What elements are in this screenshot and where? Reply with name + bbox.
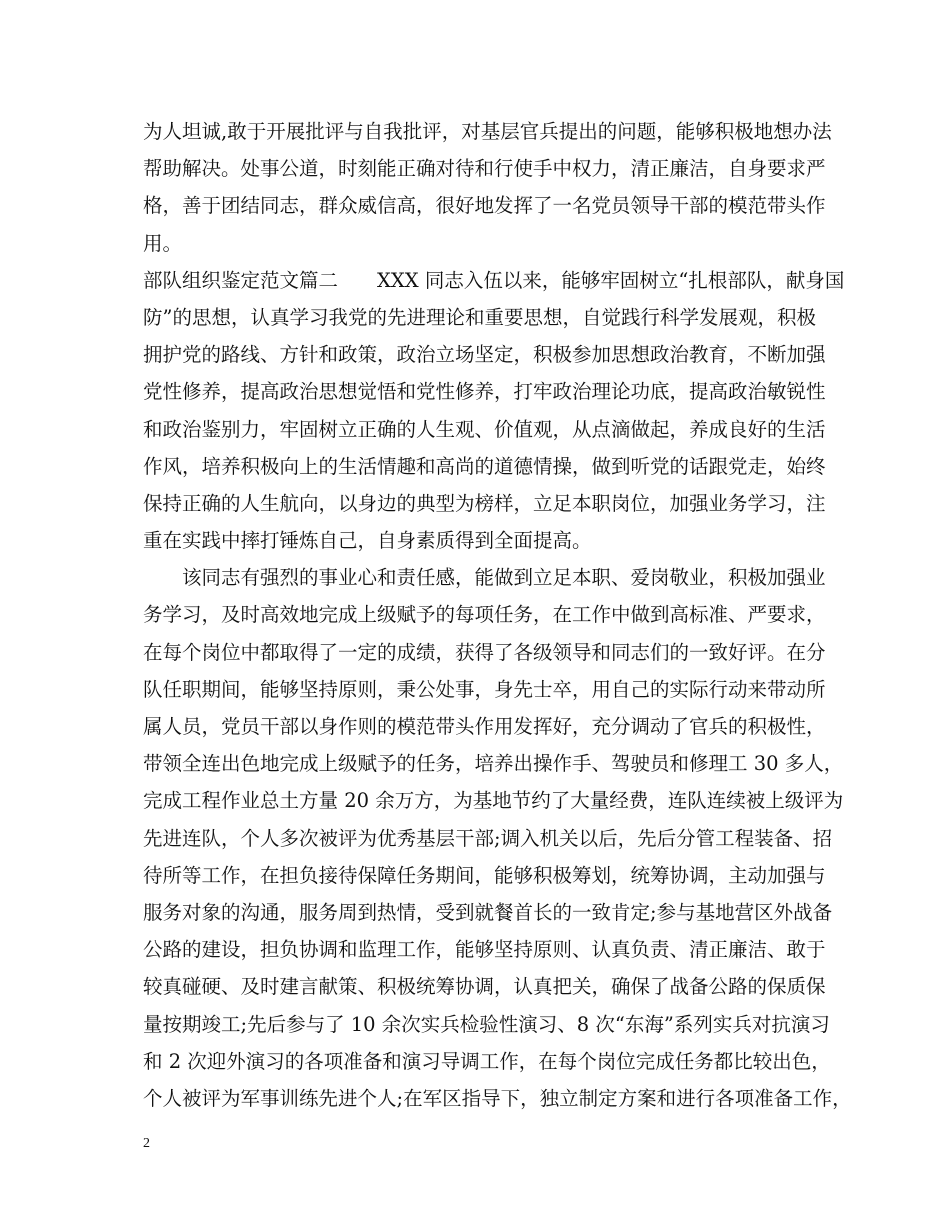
- text-line: 先进连队，个人多次被评为优秀基层干部;调入机关以后，先后分管工程装备、招: [143, 826, 833, 850]
- text-line: 重在实践中摔打锤炼自己，自身素质得到全面提高。: [143, 529, 592, 553]
- text-line: 保持正确的人生航向，以身边的典型为榜样，立足本职岗位，加强业务学习，注: [143, 491, 826, 515]
- text-line: 在每个岗位中都取得了一定的成绩，获得了各级领导和同志们的一致好评。在分: [143, 640, 826, 664]
- paragraph-first-line: 该同志有强烈的事业心和责任感，能做到立足本职、爱岗敬业，积极加强业: [182, 566, 826, 590]
- text-line: 用。: [143, 231, 183, 255]
- text-line: 公路的建设，担负协调和监理工作，能够坚持原则、认真负责、清正廉洁、敢于: [143, 938, 826, 962]
- page-number: 2: [143, 1136, 150, 1151]
- text-line: 帮助解决。处事公道，时刻能正确对待和行使手中权力，清正廉洁，自身要求严: [143, 157, 826, 181]
- text-line: 带领全连出色地完成上级赋予的任务，培养出操作手、驾驶员和修理工 30 多人，: [143, 752, 844, 776]
- text-line: 为人坦诚,敢于开展批评与自我批评，对基层官兵提出的问题，能够积极地想办法: [143, 120, 832, 143]
- text-line: 作风，培养积极向上的生活情趣和高尚的道德情操，做到听党的话跟党走，始终: [143, 454, 826, 478]
- text-line: 和政治鉴别力，牢固树立正确的人生观、价值观，从点滴做起，养成良好的生活: [143, 417, 826, 441]
- document-body: [143, 113, 852, 1117]
- text-line: 属人员，党员干部以身作则的模范带头作用发挥好，充分调动了官兵的积极性，: [143, 715, 826, 738]
- text-line: 拥护党的路线、方针和政策，政治立场坚定，积极参加思想政治教育，不断加强: [143, 343, 826, 367]
- text-line: 较真碰硬、及时建言献策、积极统筹协调，认真把关，确保了战备公路的保质保: [143, 975, 826, 999]
- text-line: 服务对象的沟通，服务周到热情，受到就餐首长的一致肯定;参与基地营区外战备: [143, 900, 833, 924]
- text-line: 个人被评为军事训练先进个人;在军区指导下，独立制定方案和进行各项准备工作，: [143, 1086, 852, 1110]
- text-line: 格，善于团结同志，群众威信高，很好地发挥了一名党员领导干部的模范带头作: [143, 194, 826, 218]
- text-line: 务学习，及时高效地完成上级赋予的每项任务，在工作中做到高标准、严要求，: [143, 603, 826, 627]
- text-line: 待所等工作，在担负接待保障任务期间，能够积极筹划，统筹协调，主动加强与: [143, 863, 826, 887]
- text-line: 防”的思想，认真学习我党的先进理论和重要思想，自觉践行科学发展观，积极: [143, 305, 816, 329]
- section-heading-line: 部队组织鉴定范文篇二 XXX 同志入伍以来，能够牢固树立“扎根部队，献身国: [143, 268, 845, 292]
- text-line: 量按期竣工;先后参与了 10 余次实兵检验性演习、8 次“东海”系列实兵对抗演习: [143, 1012, 830, 1036]
- text-line: 队任职期间，能够坚持原则，秉公处事，身先士卒，用自己的实际行动来带动所: [143, 677, 826, 701]
- text-line: 和 2 次迎外演习的各项准备和演习导调工作，在每个岗位完成任务都比较出色，: [143, 1049, 831, 1073]
- text-line: 完成工程作业总土方量 20 余万方，为基地节约了大量经费，连队连续被上级评为: [143, 789, 844, 813]
- text-line: 党性修养，提高政治思想觉悟和党性修养，打牢政治理论功底，提高政治敏锐性: [143, 380, 826, 404]
